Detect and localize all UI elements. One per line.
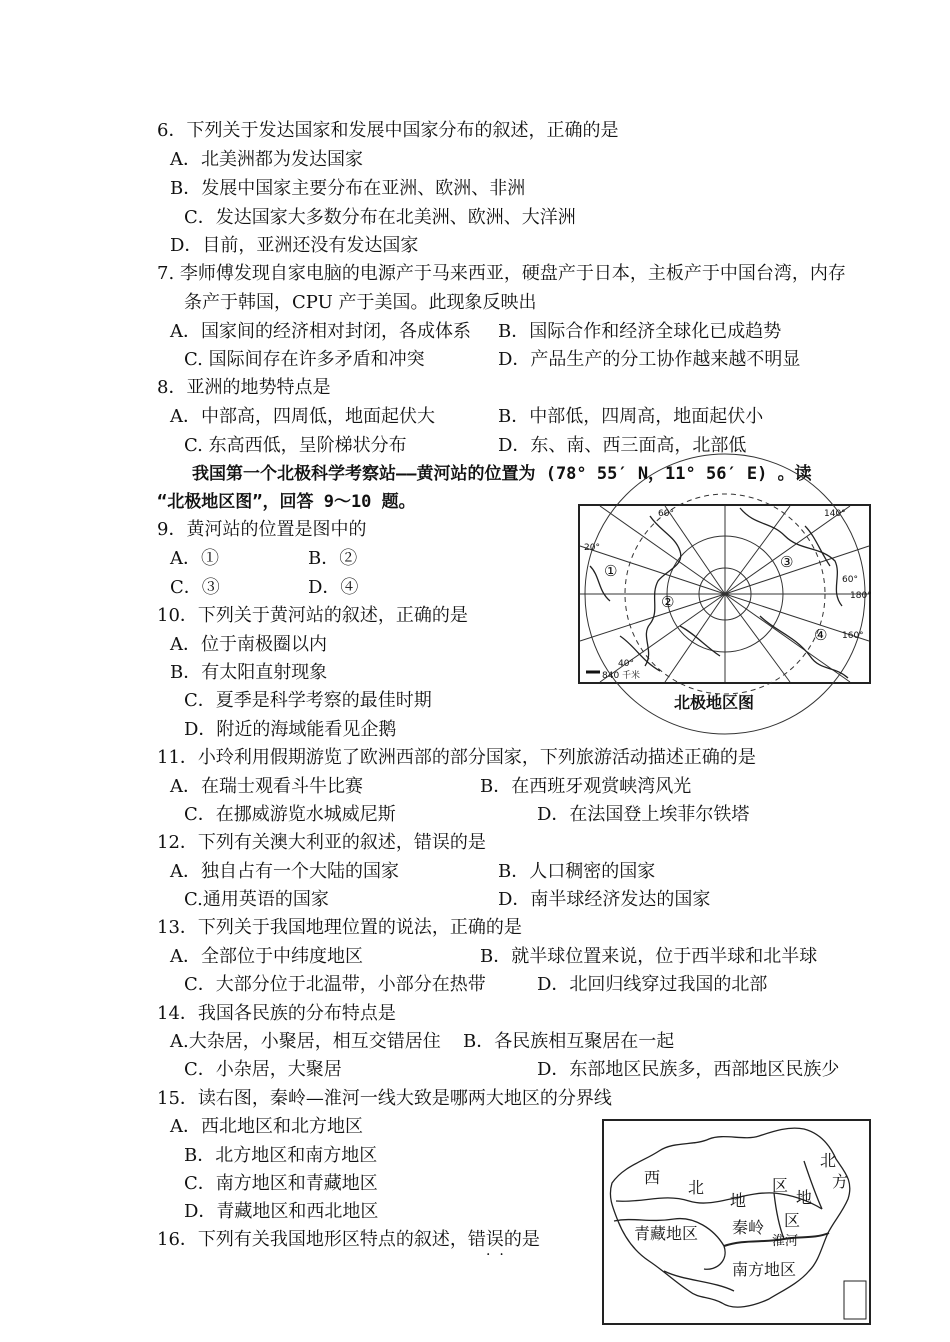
arctic-marker-3: ③ [780,553,794,571]
china-label-xi: 西 [644,1168,661,1187]
arctic-label-20: 20° [584,543,600,553]
china-label-di: 地 [730,1191,747,1210]
q8-option-d: D．东、南、西三面高，北部低 [498,435,747,456]
q7-option-c: C. 国际间存在许多矛盾和冲突 [184,349,425,370]
q9-option-b: B．② [308,548,358,569]
q15-option-d: D．青藏地区和西北地区 [184,1201,379,1222]
q13-stem: 13．下列关于我国地理位置的说法，正确的是 [157,917,522,938]
china-label-qingzang: 青藏地区 [634,1224,699,1243]
q8-option-a: A．中部高，四周低，地面起伏大 [170,406,435,427]
q7-stem-line2: 条产于韩国，CPU 产于美国。此现象反映出 [184,292,537,313]
china-label-huaihe: 淮河 [772,1234,799,1249]
intro-line1: 我国第一个北极科学考察站——黄河站的位置为 (78° 55′ N，11° 56′ E) 。读 [192,464,812,484]
arctic-scale-label: 840 千米 [602,671,641,681]
china-label-qu: 区 [772,1176,789,1195]
arctic-label-140: 140° [824,509,846,519]
q7-option-a: A．国家间的经济相对封闭，各成体系 [170,321,471,342]
q9-stem: 9．黄河站的位置是图中的 [157,519,367,540]
china-label-fang: 方 [832,1172,849,1191]
q16-stem: 16．下列有关我国地形区特点的叙述，错误的是 [157,1229,540,1250]
q11-stem: 11．小玲利用假期游览了欧洲西部的部分国家，下列旅游活动描述正确的是 [157,747,756,768]
q12-stem: 12．下列有关澳大利亚的叙述，错误的是 [157,832,486,853]
q9-option-c: C．③ [170,577,220,598]
china-label-bei: 北 [688,1178,705,1197]
arctic-marker-2: ② [661,593,675,611]
q9-option-d: D．④ [308,577,359,598]
china-map [602,1119,871,1325]
q9-option-a: A．① [170,548,219,569]
q11-option-d: D．在法国登上埃菲尔铁塔 [537,804,750,825]
q6-option-c: C．发达国家大多数分布在北美洲、欧洲、大洋洲 [184,207,576,228]
q6-option-d: D．目前，亚洲还没有发达国家 [170,235,419,256]
q7-option-d: D．产品生产的分工协作越来越不明显 [498,349,801,370]
q13-option-a: A．全部位于中纬度地区 [170,946,363,967]
arctic-marker-1: ① [604,562,618,580]
arctic-label-160: 160° [842,631,864,641]
q15-option-c: C．南方地区和青藏地区 [184,1173,378,1194]
q13-option-d: D．北回归线穿过我国的北部 [537,974,768,995]
q7-stem-line1: 7. 李师傅发现自家电脑的电源产于马来西亚，硬盘产于日本，主板产于中国台湾，内存 [157,263,846,284]
q13-option-b: B．就半球位置来说，位于西半球和北半球 [480,946,818,967]
q12-option-b: B．人口稠密的国家 [498,861,656,882]
q12-option-d: D．南半球经济发达的国家 [498,889,711,910]
q14-option-c: C．小杂居，大聚居 [184,1059,342,1080]
q14-stem: 14．我国各民族的分布特点是 [157,1003,396,1024]
q6-option-a: A．北美洲都为发达国家 [170,149,363,170]
q6-stem: 6．下列关于发达国家和发展中国家分布的叙述，正确的是 [157,120,619,141]
china-label-qu-2: 区 [784,1211,801,1230]
intro-line2: “北极地区图”，回答 9～10 题。 [157,492,416,512]
china-label-di-2: 地 [796,1188,813,1207]
q8-option-c: C. 东高西低，呈阶梯状分布 [184,435,407,456]
q10-stem: 10．下列关于黄河站的叙述，正确的是 [157,605,468,626]
arctic-map [578,504,871,684]
q13-option-c: C．大部分位于北温带，小部分在热带 [184,974,486,995]
arctic-map-caption: 北极地区图 [674,693,755,712]
q15-option-a: A．西北地区和北方地区 [170,1116,363,1137]
q11-option-c: C．在挪威游览水城威尼斯 [184,804,396,825]
q14-option-d: D．东部地区民族多，西部地区民族少 [537,1059,840,1080]
q12-option-c: C.通用英语的国家 [184,889,329,910]
south-china-sea-inset [844,1281,866,1319]
china-label-qinling: 秦岭 [732,1218,765,1237]
arctic-marker-4: ④ [814,626,828,644]
q15-stem: 15．读右图，秦岭—淮河一线大致是哪两大地区的分界线 [157,1088,612,1109]
emphasis-dots: · · [486,1247,504,1263]
q7-option-b: B．国际合作和经济全球化已成趋势 [498,321,782,342]
q10-option-b: B．有太阳直射现象 [170,662,328,683]
q15-option-b: B．北方地区和南方地区 [184,1145,378,1166]
q14-option-a: A.大杂居，小聚居，相互交错居住 [170,1031,441,1052]
q14-option-b: B．各民族相互聚居在一起 [463,1031,675,1052]
china-label-bei-2: 北 [820,1151,837,1170]
q11-option-b: B．在西班牙观赏峡湾风光 [480,776,692,797]
china-label-nanfang: 南方地区 [732,1260,797,1279]
q10-option-a: A．位于南极圈以内 [170,634,327,655]
q10-option-d: D．附近的海域能看见企鹅 [184,719,397,740]
q8-option-b: B．中部低，四周高，地面起伏小 [498,406,764,427]
q12-option-a: A．独自占有一个大陆的国家 [170,861,399,882]
arctic-label-40: 40° [618,659,634,669]
q10-option-c: C．夏季是科学考察的最佳时期 [184,690,432,711]
arctic-label-60-top: 60° [658,509,674,519]
q11-option-a: A．在瑞士观看斗牛比赛 [170,776,363,797]
q6-option-b: B．发展中国家主要分布在亚洲、欧洲、非洲 [170,178,526,199]
arctic-label-180: 180° [850,591,872,601]
arctic-label-60-right: 60° [842,575,858,585]
q8-stem: 8．亚洲的地势特点是 [157,377,331,398]
